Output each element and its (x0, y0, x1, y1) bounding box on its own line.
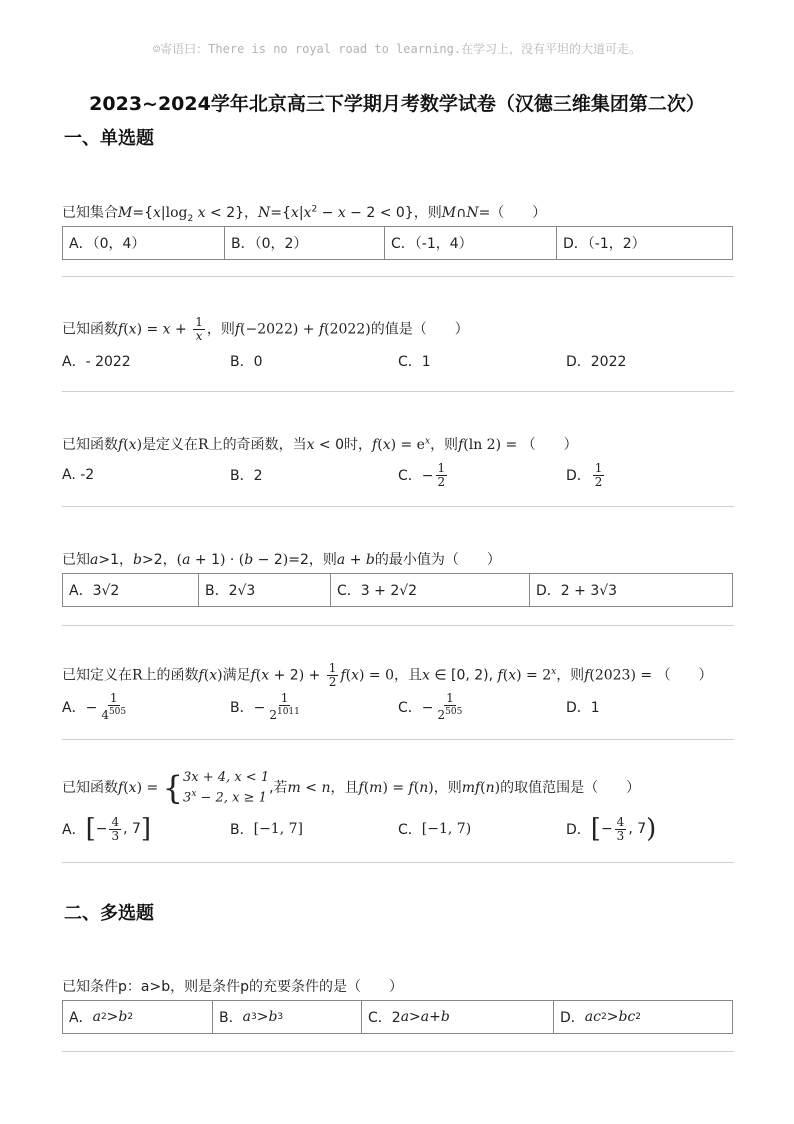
question-4-options (62, 573, 733, 607)
question-7-stem: 已知条件p：a>b，则是条件p的充要条件的是（ ） (62, 979, 403, 995)
motto-header: ☺寄语曰：There is no royal road to learning.在学习上，没有平坦的大道可走。 (152, 42, 642, 56)
option-c[interactable]: C．2 a > a + b (362, 1001, 554, 1033)
option-b[interactable]: B．− $\frac{1}{2^{1011}}$ (230, 691, 300, 722)
option-c[interactable]: C． [−1, 7) (398, 821, 472, 838)
question-4-stem: 已知a>1，b>2，(a + 1) · (b − 2)=2，则a + b的最小值为（ ） (62, 552, 501, 568)
option-a[interactable]: A．- 2022 (62, 354, 131, 370)
question-7-options (62, 1000, 733, 1034)
option-d[interactable]: D． [ − $\frac{4}{3}$ , 7 ) (566, 814, 657, 844)
option-c[interactable]: C．− $\frac{1}{2^{505}}$ (398, 691, 463, 722)
option-b[interactable]: B．2√3 (199, 574, 331, 606)
option-c[interactable]: C．（-1，4） (385, 227, 557, 259)
option-a[interactable]: A．− $\frac{1}{4^{505}}$ (62, 691, 127, 722)
option-d[interactable]: D．2022 (566, 354, 627, 370)
divider (62, 391, 734, 392)
divider (62, 739, 734, 740)
question-6-stem: 已知函数f(x) = { 3x + 4, x < 1 $3^x - 2$, x ≥ 1 ,若m < n，且f(m) = f(n)，则mf(n)的取值范围是（ ） (62, 769, 641, 808)
option-a[interactable]: A．（0，4） (63, 227, 225, 259)
option-c[interactable]: C．3 + 2√2 (331, 574, 530, 606)
option-d[interactable]: D．（-1，2） (563, 236, 646, 252)
option-c[interactable]: C．− $\frac{1}{2}$ (398, 460, 446, 489)
question-2-options (62, 344, 734, 378)
question-2-stem: 已知函数f(x) = x + $\frac{1}{x}$ ，则f(−2022) + f(2022)的值是（ ） (62, 315, 469, 343)
divider (62, 276, 734, 277)
option-c[interactable]: C．1 (398, 354, 431, 370)
option-a[interactable]: A． [ − $\frac{4}{3}$ , 7 ] (62, 814, 152, 844)
question-3-stem: 已知函数f(x)是定义在R上的奇函数，当x < 0时，$f(x) = e^x$，则f(ln 2) = （ ） (62, 436, 578, 453)
page-title: 2023~2024学年北京高三下学期月考数学试卷（汉德三维集团第二次） (89, 93, 705, 115)
divider (62, 625, 734, 626)
divider (62, 506, 734, 507)
option-a[interactable]: A．3√2 (63, 574, 199, 606)
option-a[interactable]: A． a 2 > b 2 (63, 1001, 213, 1033)
option-b[interactable]: B．2 (230, 468, 263, 484)
question-1-options (62, 226, 733, 260)
option-b[interactable]: B． [−1, 7] (230, 821, 303, 838)
option-b[interactable]: B． a 3 > b 3 (213, 1001, 362, 1033)
divider (62, 862, 734, 863)
question-6-options (62, 812, 734, 846)
question-1-stem: 已知集合$M=\{x|\log_2$ x < 2}，$N=\{x|x^2 - x - 2 < 0\}$，则M∩N=（ ） (62, 204, 547, 224)
question-5-options (62, 690, 734, 724)
option-d[interactable]: D． ac 2 > bc 2 (560, 1009, 641, 1026)
option-a[interactable]: A. -2 (62, 467, 95, 483)
section-single-choice: 一、单选题 (64, 128, 154, 149)
question-3-options (62, 458, 734, 492)
option-b[interactable]: B．0 (230, 354, 263, 370)
option-d[interactable]: D． $\frac{1}{2}$ (566, 460, 603, 489)
question-5-stem: 已知定义在R上的函数f(x)满足f(x + 2) + $\frac{1}{2}$ f(x) = 0，且x ∈ [0, 2), $f(x) = 2^x$，则f(2023) = （ ） (62, 661, 713, 689)
divider (62, 1051, 734, 1052)
option-d[interactable]: D．1 (566, 700, 600, 716)
option-d[interactable]: D．2 + 3√3 (536, 583, 618, 599)
section-multi-choice: 二、多选题 (64, 903, 154, 924)
option-b[interactable]: B．（0，2） (225, 227, 385, 259)
